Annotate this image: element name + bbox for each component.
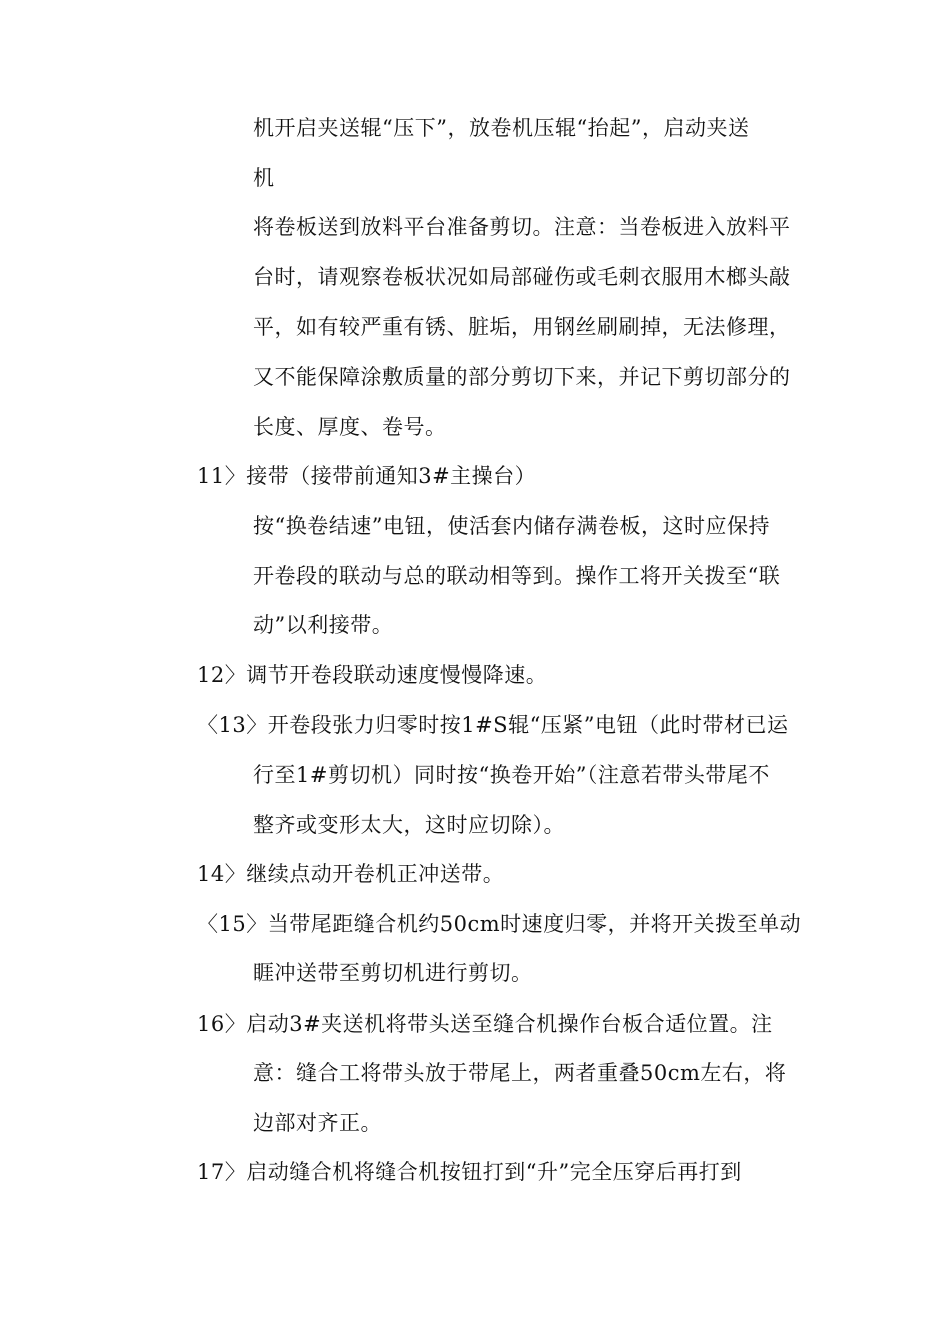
step-14-heading: 14〉继续点动开卷机正冲送带。 bbox=[197, 862, 505, 886]
text-line: 又不能保障涂敷质量的部分剪切下来，并记下剪切部分的 bbox=[253, 365, 791, 389]
text-line: 整齐或变形太大，这时应切除）。 bbox=[253, 813, 565, 837]
step-16-heading: 16〉启动3#夹送机将带头送至缝合机操作台板合适位置。注 bbox=[197, 1012, 773, 1036]
text-line: 将卷板送到放料平台准备剪切。注意：当卷板进入放料平 bbox=[253, 215, 791, 239]
step-17-heading: 17〉启动缝合机将缝合机按钮打到“升”完全压穿后再打到 bbox=[197, 1160, 742, 1184]
text-line: 动”以利接带。 bbox=[253, 613, 394, 637]
text-line: 机开启夹送辊“压下”，放卷机压辊“抬起”，启动夹送 bbox=[253, 116, 750, 140]
step-15-heading: 〈15〉当带尾距缝合机约50cm时速度归零，并将开关拨至单动 bbox=[197, 912, 802, 936]
text-line: 长度、厚度、卷号。 bbox=[253, 415, 447, 439]
text-line: 边部对齐正。 bbox=[253, 1111, 382, 1135]
step-11-heading: 11〉接带（接带前通知3#主操台） bbox=[197, 464, 537, 488]
step-12-heading: 12〉调节开卷段联动速度慢慢降速。 bbox=[197, 663, 548, 687]
step-13-heading: 〈13〉开卷段张力归零时按1#S辊“压紧”电钮（此时带材已运 bbox=[197, 713, 789, 737]
text-line: 睚冲送带至剪切机进行剪切。 bbox=[253, 961, 533, 985]
text-line: 平，如有较严重有锈、脏垢，用钢丝刷刷掉，无法修理， bbox=[253, 315, 791, 339]
text-line: 按“换卷结速”电钮，使活套内储存满卷板，这时应保持 bbox=[253, 514, 770, 538]
text-line: 机 bbox=[253, 166, 275, 190]
text-line: 意：缝合工将带头放于带尾上，两者重叠50cm左右，将 bbox=[253, 1061, 787, 1085]
text-line: 行至1#剪切机）同时按“换卷开始”（注意若带头带尾不 bbox=[253, 763, 770, 787]
text-line: 台时，请观察卷板状况如局部碰伤或毛刺衣服用木榔头敲 bbox=[253, 265, 791, 289]
text-line: 开卷段的联动与总的联动相等到。操作工将开关拨至“联 bbox=[253, 564, 781, 588]
